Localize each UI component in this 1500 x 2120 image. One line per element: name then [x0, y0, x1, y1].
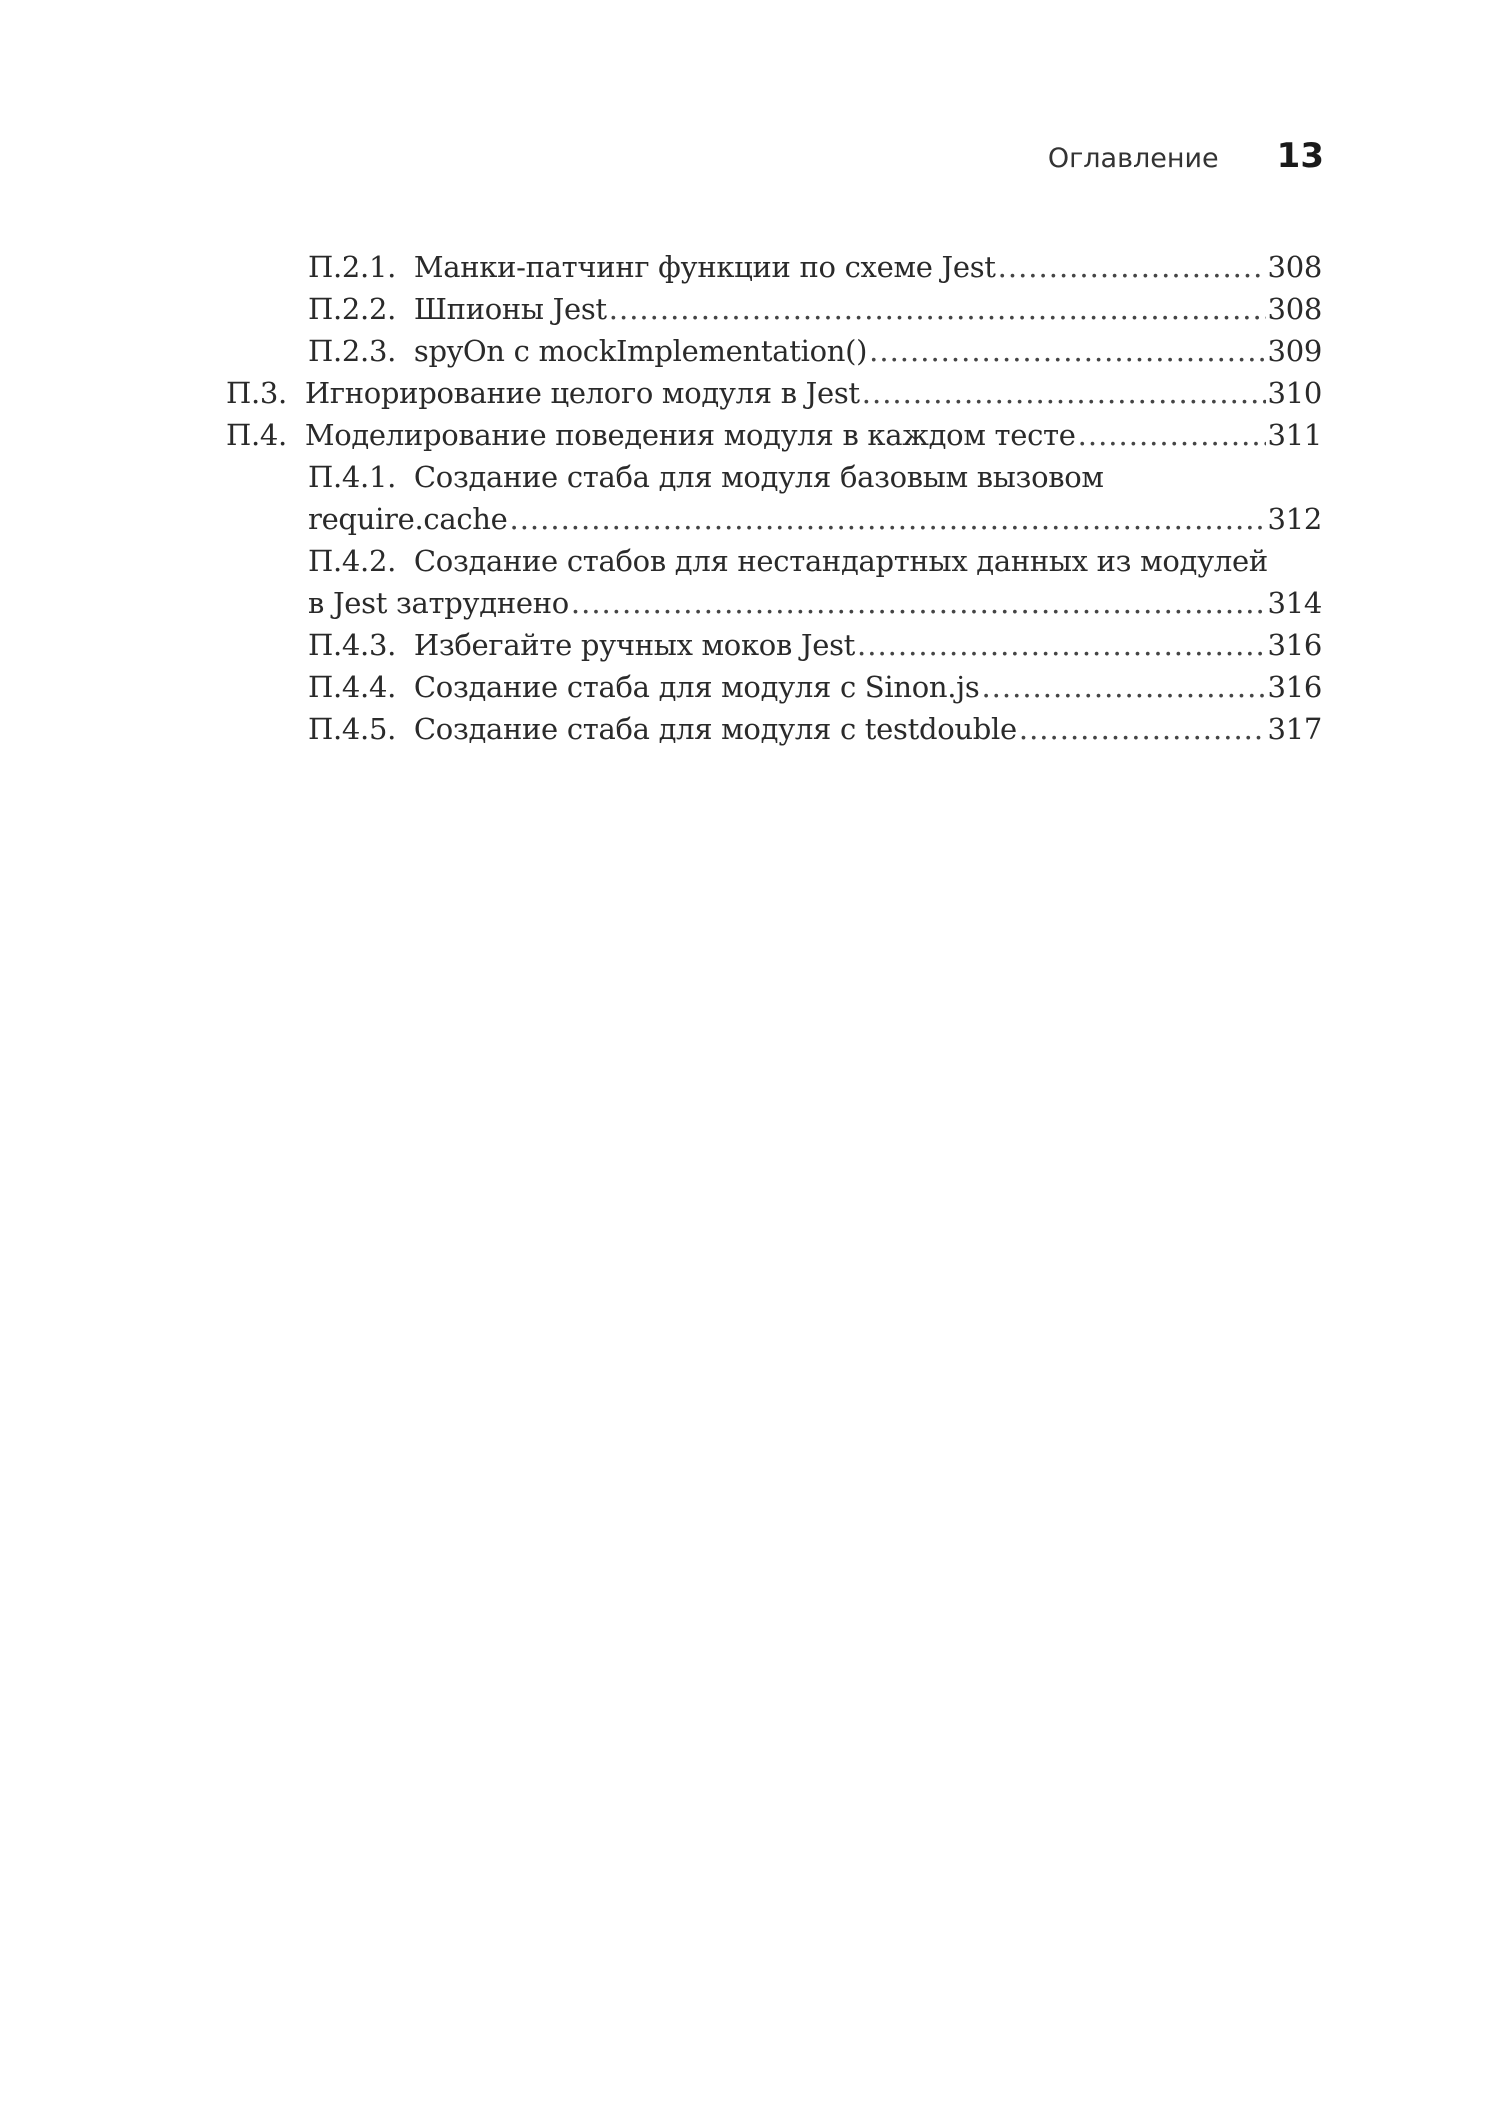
dot-leader — [862, 372, 1266, 414]
toc-entry-title: Избегайте ручных моков Jest — [413, 628, 856, 662]
toc-entry-title: Моделирование поведения модуля в каждом тесте — [304, 418, 1076, 452]
dot-leader — [869, 330, 1265, 372]
dot-leader — [998, 246, 1266, 288]
dot-leader — [1019, 708, 1266, 750]
toc-entry-title: spyOn с mockImplementation() — [413, 334, 868, 368]
toc-entry[interactable] — [308, 624, 1322, 666]
dot-leader — [510, 498, 1266, 540]
toc-entry[interactable] — [308, 330, 1322, 372]
toc-entry-number: П.4. — [226, 418, 287, 452]
toc-entry[interactable] — [308, 456, 1322, 540]
toc-entry[interactable] — [308, 666, 1322, 708]
toc-entry-page: 312 — [1267, 502, 1322, 536]
toc-entry-title: Шпионы Jest — [413, 292, 607, 326]
toc-entry-number: П.2.3. — [308, 334, 397, 368]
running-head-section-title: Оглавление — [1047, 143, 1219, 174]
toc-entry-title: Создание стаба для модуля базовым вызовом — [413, 460, 1104, 494]
toc-entry-title-continued: в Jest затруднено — [308, 586, 569, 620]
toc-entry-number: П.3. — [226, 376, 287, 410]
running-head — [1048, 136, 1324, 176]
toc-entry-number: П.4.4. — [308, 670, 397, 704]
toc-entry[interactable] — [308, 288, 1322, 330]
dot-leader — [571, 582, 1266, 624]
running-head-page-number: 13 — [1276, 136, 1324, 176]
toc-entry-page: 309 — [1267, 334, 1322, 368]
toc-entry[interactable] — [308, 708, 1322, 750]
toc-entry-page: 311 — [1267, 418, 1322, 452]
dot-leader — [1078, 414, 1266, 456]
toc-entry-page: 308 — [1267, 292, 1322, 326]
toc-entry-number: П.2.1. — [308, 250, 397, 284]
toc-entry-title: Создание стаба для модуля с Sinon.js — [413, 670, 980, 704]
toc-entry-title: Создание стабов для нестандартных данных из модулей — [413, 544, 1268, 578]
dot-leader — [857, 624, 1266, 666]
toc-entry-number: П.4.1. — [308, 460, 397, 494]
dot-leader — [981, 666, 1265, 708]
toc-entry-page: 317 — [1267, 712, 1322, 746]
toc-entry-title: Игнорирование целого модуля в Jest — [304, 376, 860, 410]
toc-entry-page: 310 — [1267, 376, 1322, 410]
toc-entry-page: 314 — [1267, 586, 1322, 620]
toc-entry[interactable] — [226, 372, 1322, 414]
toc-entry-number: П.4.2. — [308, 544, 397, 578]
toc-entry-page: 316 — [1267, 670, 1322, 704]
toc-entry-page: 316 — [1267, 628, 1322, 662]
table-of-contents — [226, 246, 1322, 750]
toc-entry-title: Манки-патчинг функции по схеме Jest — [413, 250, 996, 284]
toc-entry[interactable] — [308, 540, 1322, 624]
toc-entry-title-continued: require.cache — [308, 502, 508, 536]
toc-entry[interactable] — [308, 246, 1322, 288]
toc-entry-number: П.4.5. — [308, 712, 397, 746]
dot-leader — [609, 288, 1266, 330]
toc-entry-number: П.2.2. — [308, 292, 397, 326]
toc-entry[interactable] — [226, 414, 1322, 456]
toc-entry-page: 308 — [1267, 250, 1322, 284]
toc-entry-number: П.4.3. — [308, 628, 397, 662]
toc-entry-title: Создание стаба для модуля с testdouble — [413, 712, 1017, 746]
